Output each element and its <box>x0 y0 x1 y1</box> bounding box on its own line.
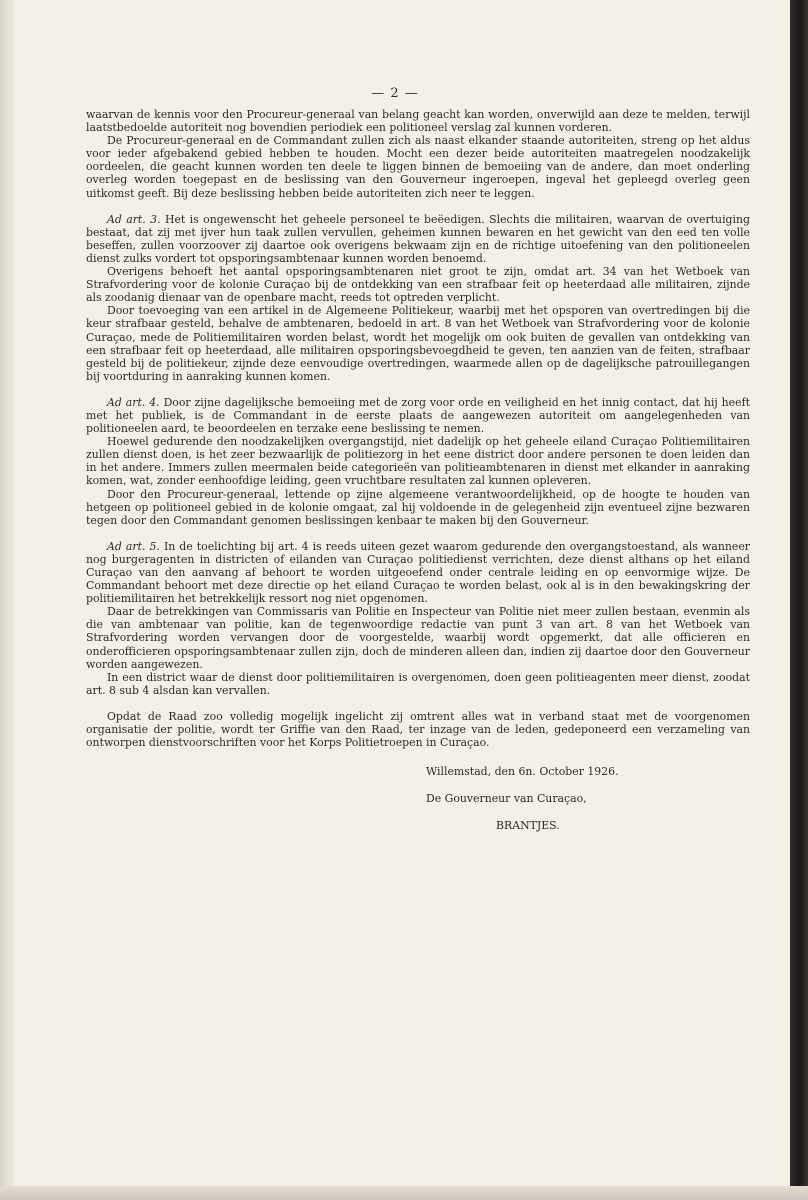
page-edge-shadow <box>790 0 808 1200</box>
body-text <box>86 108 750 847</box>
paragraph: waarvan de kennis voor den Procureur-generaal van belang geacht kan worden, onverwijld aan deze te melden, terwijl laatstbedoelde autoriteit nog bovendien periodiek een politioneel verslag zal kunnen vorderen. <box>86 108 750 135</box>
page-bottom-edge <box>0 1186 808 1200</box>
article-label: Ad art. 4. <box>107 395 160 409</box>
article-label: Ad art. 5. <box>107 539 160 553</box>
paragraph: Door den Procureur-generaal, lettende op zijne algemeene verantwoordelijkheid, op de hoogte te houden van hetgeen op politioneel gebied in de kolonie omgaat, zal hij voldoende in de gelegenheid zijn eventueel zijne bezwaren tegen door den Commandant genomen beslissingen kenbaar te maken bij den Gouverneur. <box>86 487 750 527</box>
signature-block <box>426 765 750 832</box>
signatory-name: BRANTJES. <box>496 819 560 833</box>
place-date: Willemstad, den 6n. October 1926. <box>426 765 619 779</box>
paragraph: De Procureur-generaal en de Commandant zullen zich als naast elkander staande autoriteiten, streng op het aldus voor ieder afgebakend gebied hebben te houden. Mocht een dezer beide autoriteiten maatregelen noodzakelijk oordeelen, die geacht kunnen worden ten deele te liggen binnen de bemoeiing van de andere, dan moet onderling overleg worden toegepast en de beslissing van den Gouverneur ingeroepen, ingeval het gepleegd overleg geen uitkomst geeft. Bij deze beslissing hebben beide autoriteiten zich neer te leggen. <box>86 134 750 200</box>
paragraph: Opdat de Raad zoo volledig mogelijk ingelicht zij omtrent alles wat in verband staat met de voorgenomen organisatie der politie, wordt ter Griffie van den Raad, ter inzage van de leden, gedeponeerd een verzameling van ontworpen dienstvoorschriften voor het Korps Politietroepen in Curaçao. <box>86 709 750 750</box>
page-binding-shadow <box>0 0 14 1200</box>
paragraph: Overigens behoeft het aantal opsporingsambtenaren niet groot te zijn, omdat art. 34 van het Wetboek van Strafvordering voor de kolonie Curaçao bij de ontdekking van een strafbaar feit op heeterdaad alle militairen, zijnde als zoodanig dienaar van de openbare macht, reeds tot optreden verplicht. <box>86 265 750 305</box>
article-paragraph: Ad art. 3. Het is ongewenscht het geheele personeel te beëedigen. Slechts die militairen, waarvan de overtuiging bestaat, dat zij met ijver hun taak zullen vervullen, geheimen kunnen bewaren en het gewicht van den eed ten volle beseffen, zullen voorzoover zij daartoe ook overigens bekwaam zijn en de richtige uitoefening van den politioneelen dienst zulks vordert tot opsporingsambtenaar kunnen worden benoemd. <box>86 212 750 265</box>
signatory-title: De Gouverneur van Curaçao, <box>426 792 587 806</box>
paragraph: Door toevoeging van een artikel in de Algemeene Politiekeur, waarbij met het opsporen van overtredingen bij die keur strafbaar gesteld, behalve de ambtenaren, bedoeld in art. 8 van het Wetboek van Strafvordering voor de kolonie Curaçao, mede de Politiemilitairen worden belast, wordt het mogelijk om ook buiten de gevallen van ontdekking van een strafbaar feit op heeterdaad, alle militairen opsporingsbevoegdheid te geven, ten aanzien van de feiten, strafbaar gesteld bij de politiekeur, zijnde deze eenvoudige overtredingen, waarmede allen op de dagelijksche patrouillegangen bij voortduring in aanraking kunnen komen. <box>86 304 750 383</box>
article-paragraph: Ad art. 4. Door zijne dagelijksche bemoeiing met de zorg voor orde en veiligheid en het innig contact, dat hij heeft met het publiek, is de Commandant in de eerste plaats de aangewezen autoriteit om aangelegenheden van politioneelen aard, te beoordeelen en terzake eene beslissing te nemen. <box>86 395 750 436</box>
paragraph: In een district waar de dienst door politiemilitairen is overgenomen, doen geen politieagenten meer dienst, zoodat art. 8 sub 4 alsdan kan vervallen. <box>86 670 750 697</box>
article-paragraph: Ad art. 5. In de toelichting bij art. 4 is reeds uiteen gezet waarom gedurende den overgangstoestand, als wanneer nog burgeragenten in districten of eilanden van Curaçao politiedienst verrichten, deze dienst althans op het eiland Curaçao van den aanvang af behoort te worden uitgeoefend onder centrale leiding en op eenvormige wijze. De Commandant behoort met deze directie op het eiland Curaçao te worden belast, ook al is in den bewakingskring der politiemilitairen het betrekkelijk ressort nog niet opgenomen. <box>86 539 750 606</box>
paragraph: Daar de betrekkingen van Commissaris van Politie en Inspecteur van Politie niet meer zullen bestaan, evenmin als die van ambtenaar van politie, kan de tegenwoordige redactie van punt 3 van art. 8 van het Wetboek van Strafvordering worden vervangen door de voorgestelde, waarbij wordt opgemerkt, dat alle officieren en onderofficieren opsporingsambtenaar zullen zijn, doch de minderen alleen dan, indien zij daartoe door den Gouverneur worden aangewezen. <box>86 605 750 671</box>
page-number: — 2 — <box>371 86 419 101</box>
paragraph: Hoewel gedurende den noodzakelijken overgangstijd, niet dadelijk op het geheele eiland Curaçao Politiemilitairen zullen dienst doen, is het zeer bezwaarlijk de politiezorg in het eene district door andere personen te doen leiden dan in het andere. Immers zullen meermalen beide categorieën van politieambtenaren in dienst met elkander in aanraking komen, wat, zonder eenhoofdige leiding, geen vruchtbare resultaten zal kunnen opleveren. <box>86 435 750 488</box>
article-label: Ad art. 3. <box>107 212 161 226</box>
